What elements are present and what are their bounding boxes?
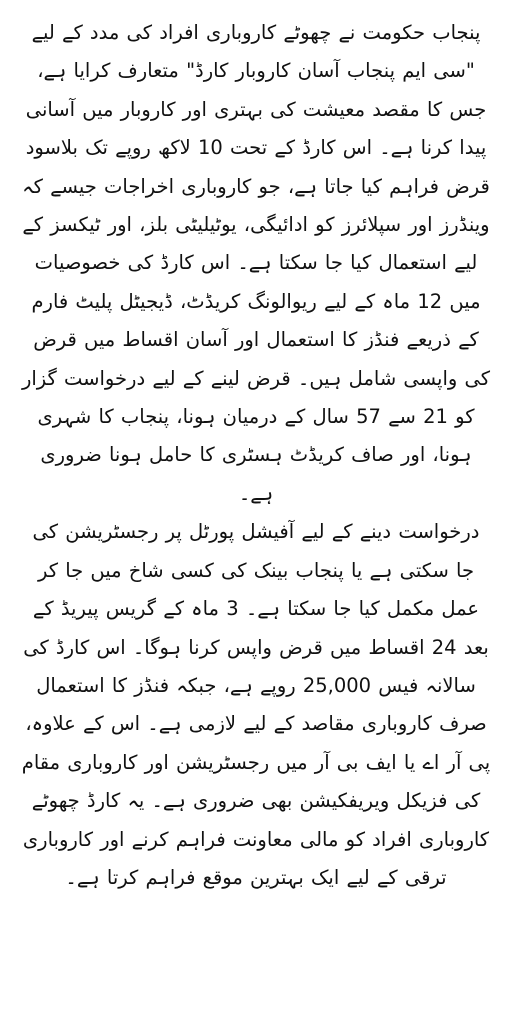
paragraph-1: پنجاب حکومت نے چھوٹے کاروباری افراد کی مدد کے لیے "سی ایم پنجاب آسان کاروبار کارڈ" متعارف کرایا ہے، جس کا مقصد معیشت کی بہتری اور کاروبار میں آسانی پیدا کرنا ہے۔ اس کارڈ کے تحت 10 لاکھ روپے تک بلاسود قرض فراہم کیا جاتا ہے، جو کاروباری اخراجات جیسے کہ وینڈرز اور سپلائرز کو ادائیگی، یوٹیلیٹی بلز، اور ٹیکسز کے لیے استعمال کیا جا سکتا ہے۔ اس کارڈ کی خصوصیات میں 12 ماہ کے لیے ریوالونگ کریڈٹ، ڈیجیٹل پلیٹ فارم کے ذریعے فنڈز کا استعمال اور آسان اقساط میں قرض کی واپسی شامل ہیں۔ قرض لینے کے لیے درخواست گزار کو 21 سے 57 سال کے درمیان ہونا، پنجاب کا شہری ہونا، اور صاف کریڈٹ ہسٹری کا حامل ہونا ضروری ہے۔ [21,21,491,505]
paragraph-2: درخواست دینے کے لیے آفیشل پورٹل پر رجسٹریشن کی جا سکتی ہے یا پنجاب بینک کی کسی شاخ میں جا کر عمل مکمل کیا جا سکتا ہے۔ 3 ماہ کے گریس پیریڈ کے بعد 24 اقساط میں قرض واپس کرنا ہوگا۔ اس کارڈ کی سالانہ فیس 25,000 روپے ہے، جبکہ فنڈز کا استعمال صرف کاروباری مقاصد کے لیے لازمی ہے۔ اس کے علاوہ، پی آر اے یا ایف بی آر میں رجسٹریشن اور کاروباری مقام کی فزیکل ویریفکیشن بھی ضروری ہے۔ یہ کارڈ چھوٹے کاروباری افراد کو مالی معاونت فراہم کرنے اور کاروباری ترقی کے لیے ایک بہترین موقع فراہم کرتا ہے۔ [21,520,491,889]
